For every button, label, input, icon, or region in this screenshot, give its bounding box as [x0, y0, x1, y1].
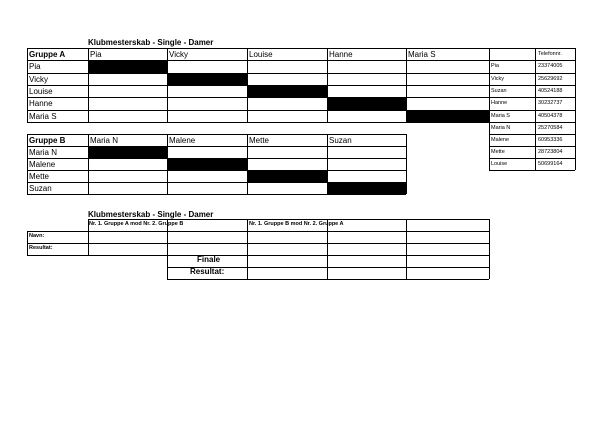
finale-row-line: [167, 279, 489, 280]
phone-name: Pia: [491, 63, 499, 69]
group-b-col-line: [247, 134, 248, 194]
group-a-column-label: Louise: [249, 50, 273, 59]
phone-number: 60953336: [538, 137, 563, 143]
phone-number: 25270584: [538, 125, 563, 131]
group-b-row-line: [27, 194, 406, 195]
semi-col-line: [406, 219, 407, 255]
phone-row-line: [489, 85, 575, 86]
group-b-row-line: [27, 134, 406, 135]
group-a-row-label: Hanne: [29, 99, 53, 108]
group-a-column-label: Hanne: [329, 50, 353, 59]
phone-name: Louise: [491, 161, 508, 167]
phone-row-line: [489, 48, 575, 49]
phone-name: Suzan: [491, 88, 507, 94]
semi-col-line: [27, 231, 28, 255]
semifinal-title: Klubmesterskab - Single - Damer: [88, 210, 214, 219]
group-a-row-line: [27, 48, 489, 49]
phone-number: 25629692: [538, 76, 563, 82]
phone-row-line: [489, 60, 575, 61]
finale-label: Finale: [197, 255, 221, 264]
phone-col-line: [535, 48, 536, 170]
navn-label: Navn:: [29, 233, 45, 239]
group-b-column-label: Maria N: [90, 136, 119, 145]
group-a-row-label: Louise: [29, 87, 53, 96]
phone-row-line: [489, 170, 575, 171]
group-b-header: Gruppe B: [29, 136, 66, 145]
group-b-row-line: [27, 170, 406, 171]
group-b-row-label: Maria N: [29, 148, 58, 157]
semifinal-1-header: Nr. 1. Gruppe A mod Nr. 2. Gruppe B: [89, 221, 184, 227]
group-a-row-label: Pia: [29, 62, 41, 71]
finale-col-line: [167, 255, 168, 279]
semi-row-line: [88, 219, 489, 220]
phone-name: Maria S: [491, 113, 510, 119]
finale-col-line: [327, 255, 328, 279]
phone-name: Hanne: [491, 100, 508, 106]
self-match-cell: [247, 86, 327, 97]
group-a-col-line: [167, 48, 168, 122]
phone-number: 23374005: [538, 63, 563, 69]
group-b-row-label: Suzan: [29, 184, 52, 193]
phone-number: 28723804: [538, 149, 563, 155]
phone-name: Maria N: [491, 125, 511, 131]
group-a-column-label: Pia: [90, 50, 102, 59]
phone-name: Malene: [491, 137, 510, 143]
phone-name: Mette: [491, 149, 505, 155]
self-match-cell: [167, 74, 247, 85]
phone-number: 50699164: [538, 161, 563, 167]
self-match-cell: [247, 171, 327, 182]
finale-col-line: [489, 255, 490, 279]
group-a-col-line: [27, 48, 28, 122]
group-a-row-label: Maria S: [29, 112, 57, 121]
group-b-row-label: Malene: [29, 160, 56, 169]
group-a-column-label: Vicky: [169, 50, 188, 59]
phone-name: Vicky: [491, 76, 505, 82]
phone-row-line: [489, 73, 575, 74]
phone-col-line: [489, 48, 490, 170]
group-a-row-line: [27, 97, 489, 98]
group-b-col-line: [27, 134, 28, 194]
phone-row-line: [489, 97, 575, 98]
group-b-column-label: Suzan: [329, 136, 352, 145]
finale-resultat-label: Resultat:: [190, 267, 225, 276]
group-a-row-line: [27, 122, 489, 123]
finale-col-line: [406, 255, 407, 279]
phone-header: Telefonnr.: [538, 51, 562, 57]
semi-row-line: [27, 243, 489, 244]
self-match-cell: [327, 183, 406, 194]
group-a-col-line: [88, 48, 89, 122]
phone-row-line: [489, 134, 575, 135]
phone-row-line: [489, 158, 575, 159]
phone-number: 40524188: [538, 88, 563, 94]
self-match-cell: [88, 147, 167, 158]
semi-row-line: [27, 231, 489, 232]
self-match-cell: [327, 98, 406, 110]
semi-col-line: [489, 219, 490, 255]
phone-row-line: [489, 146, 575, 147]
resultat-label: Resultat:: [29, 245, 53, 251]
group-a-col-line: [247, 48, 248, 122]
phone-row-line: [489, 110, 575, 111]
group-b-col-line: [406, 134, 407, 194]
phone-number: 30232737: [538, 100, 563, 106]
group-a-header: Gruppe A: [29, 50, 66, 59]
semi-col-line: [247, 219, 248, 255]
phone-row-line: [489, 122, 575, 123]
group-b-row-line: [27, 146, 406, 147]
self-match-cell: [167, 159, 247, 170]
group-b-column-label: Malene: [169, 136, 196, 145]
semifinal-2-header: Nr. 1. Gruppe B mod Nr. 2. Gruppe A: [249, 221, 344, 227]
group-b-row-label: Mette: [29, 172, 50, 181]
finale-col-line: [247, 255, 248, 279]
phone-col-line: [575, 48, 576, 170]
self-match-cell: [406, 111, 489, 122]
self-match-cell: [88, 61, 167, 73]
page-title: Klubmesterskab - Single - Damer: [88, 38, 214, 47]
group-b-column-label: Mette: [249, 136, 270, 145]
group-b-col-line: [88, 134, 89, 194]
group-a-col-line: [327, 48, 328, 122]
group-a-column-label: Maria S: [408, 50, 436, 59]
phone-number: 40504378: [538, 113, 563, 119]
group-a-row-line: [27, 73, 489, 74]
group-a-row-label: Vicky: [29, 75, 48, 84]
